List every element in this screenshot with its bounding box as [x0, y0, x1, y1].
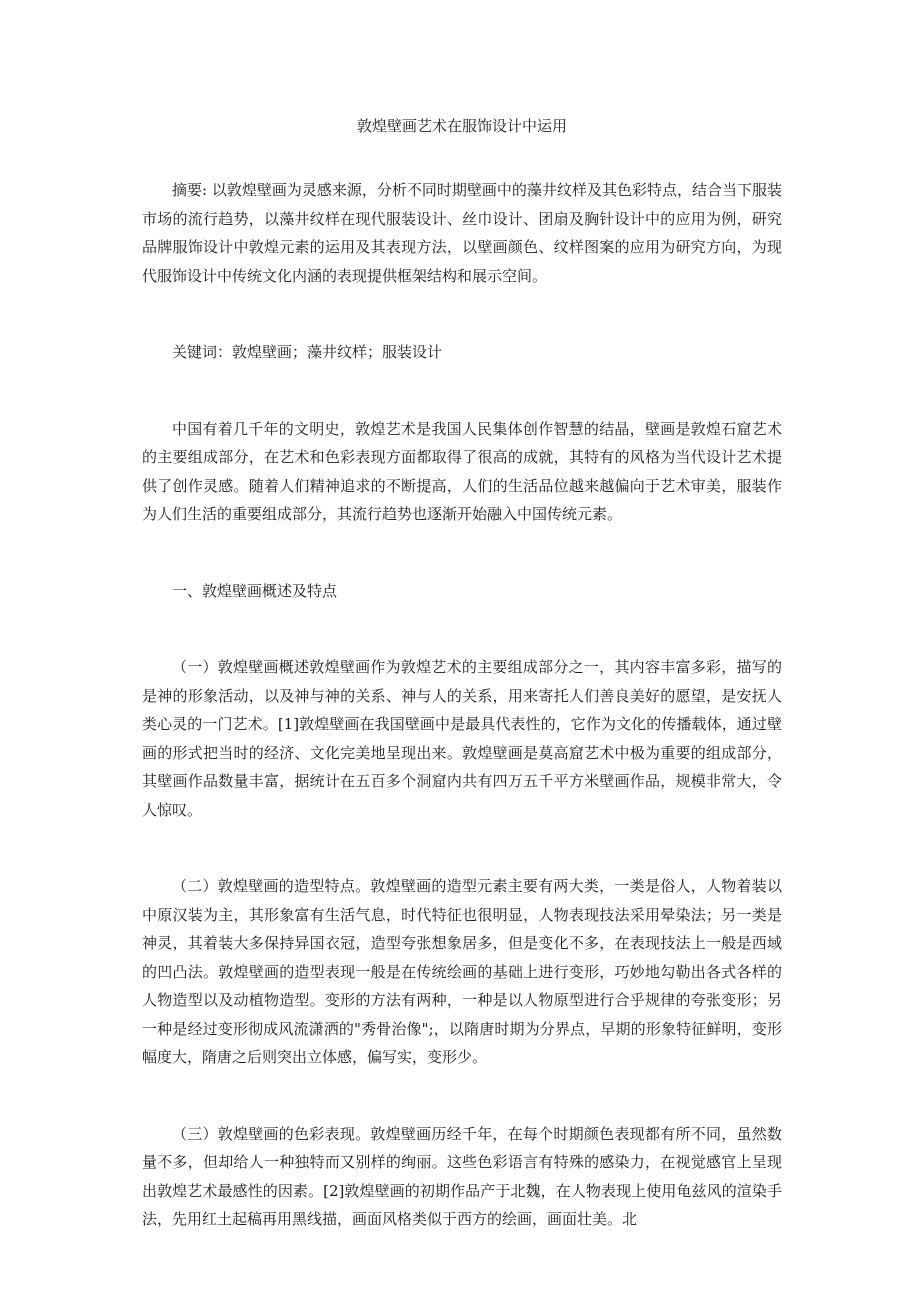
abstract-paragraph: 摘要: 以敦煌壁画为灵感来源，分析不同时期壁画中的藻井纹样及其色彩特点，结合当下服装市场的流行趋势，以藻井纹样在现代服装设计、丝巾设计、团扇及胸针设计中的应用为例，研究品牌服饰设计中敦煌元素的运用及其表现方法，以壁画颜色、纹样图案的应用为研究方向，为现代服饰设计中传统文化内涵的表现提供框架结构和展示空间。 [142, 181, 782, 285]
spacer [142, 824, 782, 872]
section-heading: 一、敦煌壁画概述及特点 [172, 581, 338, 600]
spacer [142, 529, 782, 577]
keywords-paragraph: 关键词：敦煌壁画；藻井纹样；服装设计 [172, 343, 443, 361]
document-title: 敦煌壁画艺术在服饰设计中运用 [356, 117, 567, 135]
spacer [142, 290, 782, 338]
section-paragraph-overview: （一）敦煌壁画概述敦煌壁画作为敦煌艺术的主要组成部分之一，其内容丰富多彩，描写的是神的形象活动，以及神与神的关系、神与人的关系，用来寄托人们善良美好的愿望，是安抚人类心灵的一门艺术。[1]敦煌壁画在我国壁画中是最具代表性的，它作为文化的传播载体，通过壁画的形式把当时的经济、文化完美地呈现出来。敦煌壁画是莫高窟艺术中极为重要的组成部分，其壁画作品数量丰富，据统计在五百多个洞窟内共有四万五千平方米壁画作品，规模非常大，令人惊叹。 [142, 658, 782, 819]
intro-paragraph: 中国有着几千年的文明史，敦煌艺术是我国人民集体创作智慧的结晶，壁画是敦煌石窟艺术的主要组成部分，在艺术和色彩表现方面都取得了很高的成就，其特有的风格为当代设计艺术提供了创作灵感。随着人们精神追求的不断提高，人们的生活品位越来越偏向于艺术审美，服装作为人们生活的重要组成部分，其流行趋势也逐渐开始融入中国传统元素。 [142, 419, 782, 523]
spacer [142, 605, 782, 653]
document-page [142, 112, 782, 1234]
section-paragraph-form: （二）敦煌壁画的造型特点。敦煌壁画的造型元素主要有两大类，一类是俗人，人物着装以中原汉装为主，其形象富有生活气息，时代特征也很明显，人物表现技法采用晕染法；另一类是神灵，其着装大多保持异国衣冠，造型夸张想象居多，但是变化不多，在表现技法上一般是西域的凹凸法。敦煌壁画的造型表现一般是在传统绘画的基础上进行变形，巧妙地勾勒出各式各样的人物造型以及动植物造型。变形的方法有两种，一种是以人物原型进行合乎规律的夸张变形；另一种是经过变形彻成风流潇洒的"秀骨治像";，以隋唐时期为分界点，早期的形象特征鲜明，变形幅度大，隋唐之后则突出立体感，偏写实，变形少。 [142, 877, 782, 1066]
spacer [142, 367, 782, 415]
spacer [142, 1072, 782, 1120]
section-paragraph-color: （三）敦煌壁画的色彩表现。敦煌壁画历经千年，在每个时期颜色表现都有所不同，虽然数量不多，但却给人一种独特而又别样的绚丽。这些色彩语言有特殊的感染力，在视觉感官上呈现出敦煌艺术最感性的因素。[2]敦煌壁画的初期作品产于北魏，在人物表现上使用龟兹风的渲染手法，先用红土起稿再用黑线描，画面风格类似于西方的绘画，画面壮美。北 [142, 1124, 782, 1228]
